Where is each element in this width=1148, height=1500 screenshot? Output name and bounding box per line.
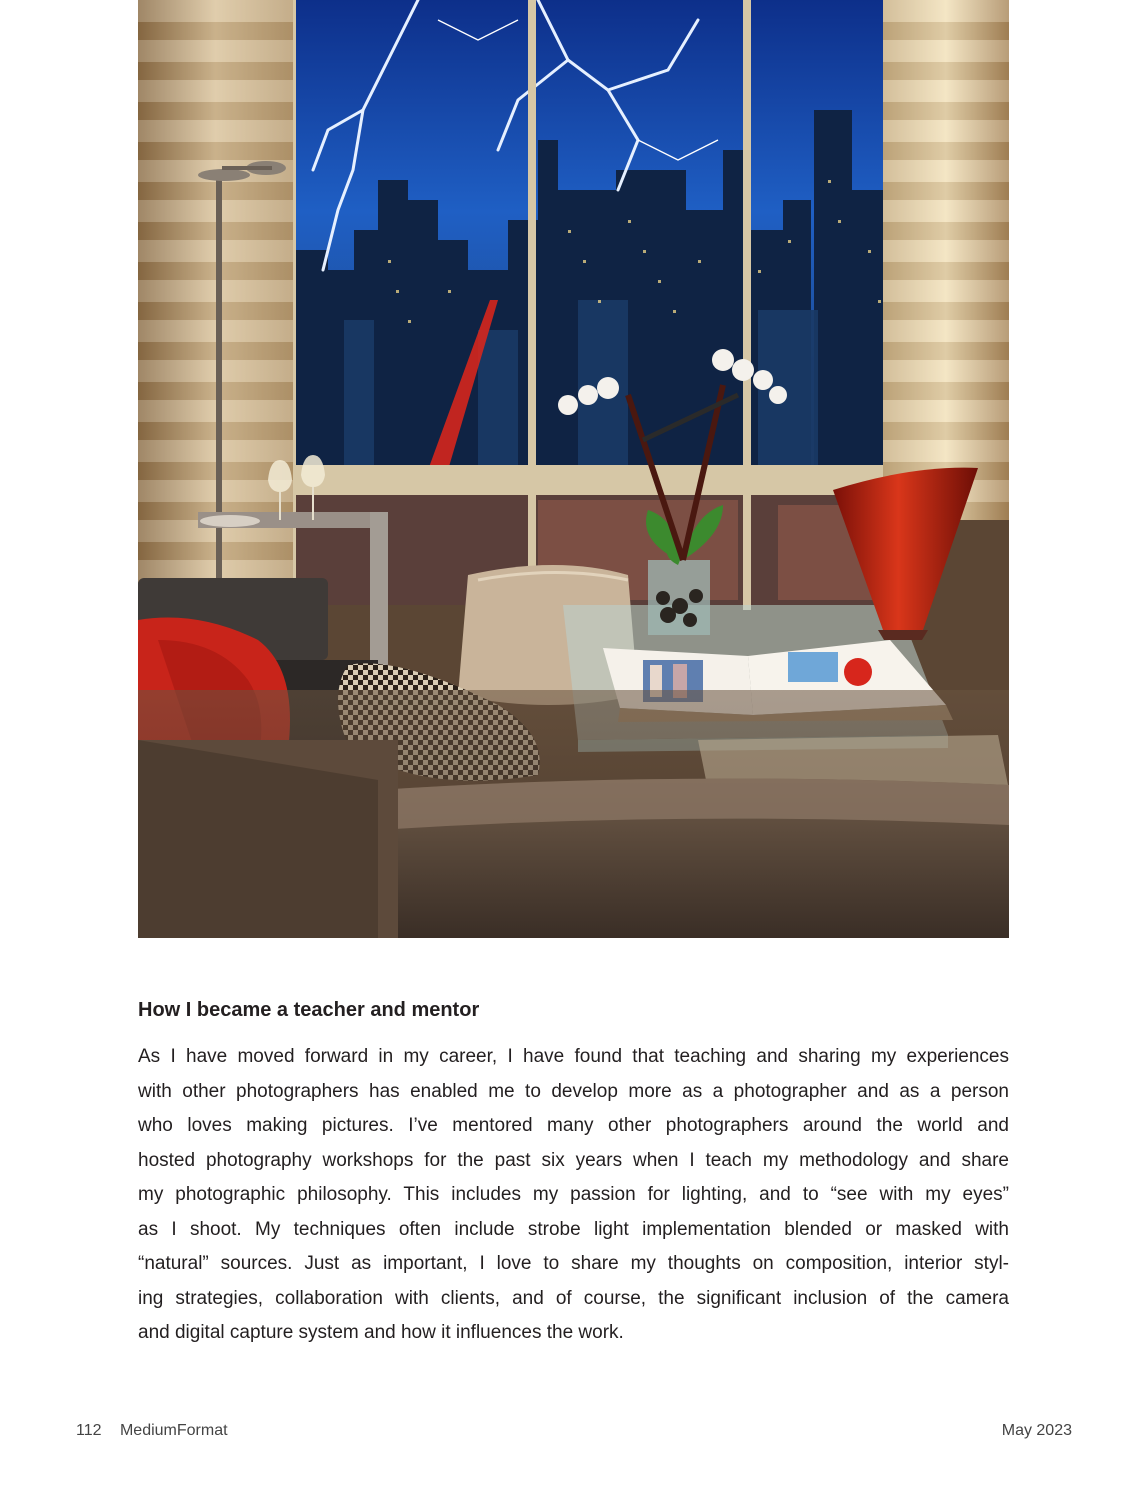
paragraph-line: hosted photography workshops for the past six years when I teach my methodology and share (138, 1149, 1009, 1171)
paragraph-line: my photographic philosophy. This includes my passion for lighting, and to “see with my eyes” (138, 1184, 1009, 1205)
paragraph-line: and digital capture system and how it influences the work. (138, 1322, 624, 1343)
article-paragraph (138, 1040, 1009, 1351)
page-footer-left (76, 1422, 228, 1440)
paragraph-line: as I shoot. My techniques often include strobe light implementation blended or masked with (138, 1218, 1009, 1240)
paragraph-line: ing strategies, collaboration with clients, and of course, the significant inclusion of the camera (138, 1287, 1009, 1309)
page-number: 112 (76, 1422, 102, 1439)
paragraph-line: “natural” sources. Just as important, I love to share my thoughts on composition, interior styl- (138, 1253, 1009, 1274)
interior-photo (138, 0, 1009, 938)
paragraph-line: As I have moved forward in my career, I have found that teaching and sharing my experiences (138, 1046, 1009, 1067)
publication-name: MediumFormat (119, 1422, 228, 1439)
paragraph-line: with other photographers has enabled me to develop more as a photographer and as a person (138, 1080, 1009, 1102)
paragraph-line: who loves making pictures. I’ve mentored many other photographers around the world and (138, 1115, 1009, 1136)
issue-date: May 2023 (1001, 1422, 1072, 1439)
section-heading: How I became a teacher and mentor (138, 999, 480, 1021)
